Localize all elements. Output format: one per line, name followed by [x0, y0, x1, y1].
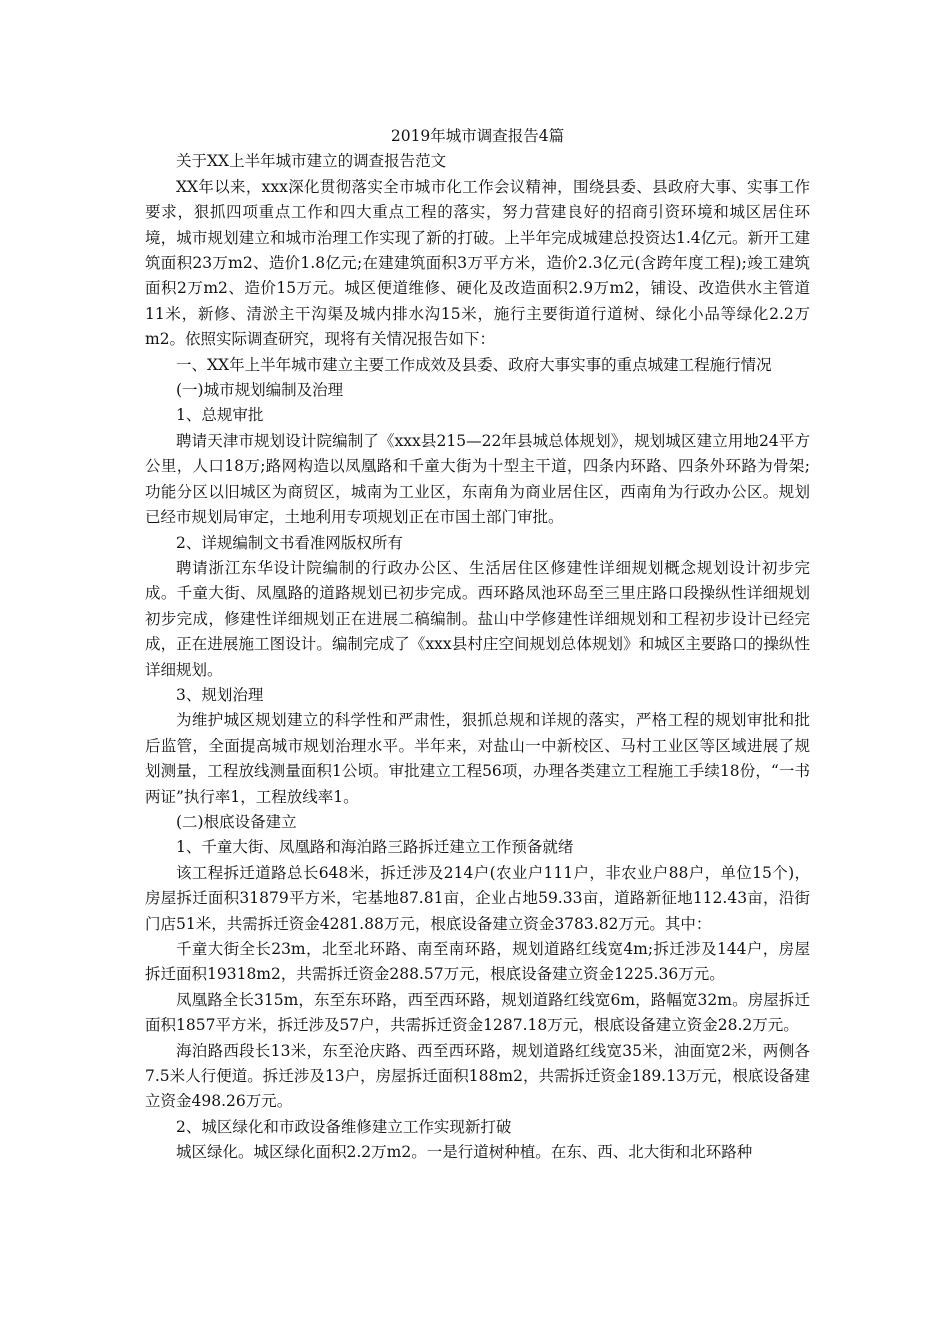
item-heading: 1、千童大街、凤凰路和海泊路三路拆迁建立工作预备就绪: [176, 838, 574, 857]
body-paragraph: XX年以来，xxx深化贯彻落实全市城市化工作会议精神，围绕县委、县政府大事、实事工作要求，狠抓四项重点工作和四大重点工程的落实，努力营建良好的招商引资环境和城区居住环境，城市规划建立和城市治理工作实现了新的打破。上半年完成城建总投资达1.4亿元。新开工建筑面积23万m2、造价1.8亿元;在建建筑面积3万平方米，造价2.3亿元(含跨年度工程);竣工建筑面积2万m2、造价15万元。城区便道维修、硬化及改造面积2.9万m2，铺设、改造供水主管道11米，新修、清淤主干沟渠及城内排水沟15米，施行主要街道行道树、绿化小品等绿化2.2万m2。依照实际调查研究，现将有关情况报告如下：: [145, 177, 810, 349]
body-paragraph: 城区绿化。城区绿化面积2.2万m2。一是行道树种植。在东、西、北大街和北环路种: [176, 1143, 753, 1162]
document-body: [145, 124, 810, 1166]
body-paragraph: 该工程拆迁道路总长648米，拆迁涉及214户(农业户111户，非农业户88户，单位15个)，房屋拆迁面积31879平方米，宅基地87.81亩，企业占地59.33亩，道路新征地112.43亩，沿街门店51米，共需拆迁资金4281.88万元，根底设备建立资金3783.82万元。其中：: [145, 863, 810, 933]
body-paragraph: 凤凰路全长315m，东至东环路，西至西环路，规划道路红线宽6m，路幅宽32m。房屋拆迁面积1857平方米，拆迁涉及57户，共需拆迁资金1287.18万元，根底设备建立资金28.2万元。: [145, 990, 810, 1035]
section-heading: 一、XX年上半年城市建立主要工作成效及县委、政府大事实事的重点城建工程施行情况: [176, 355, 772, 374]
item-heading: 3、规划治理: [176, 685, 264, 704]
item-heading: 1、总规审批: [176, 406, 264, 425]
body-paragraph: 海泊路西段长13米，东至沧庆路、西至西环路，规划道路红线宽35米，油面宽2米，两侧各7.5米人行便道。拆迁涉及13户，房屋拆迁面积188m2，共需拆迁资金189.13万元，根底设备建立资金498.26万元。: [145, 1041, 810, 1111]
subsection-heading: (一)城市规划编制及治理: [176, 381, 344, 400]
body-paragraph: 千童大街全长23m，北至北环路、南至南环路，规划道路红线宽4m;拆迁涉及144户，房屋拆迁面积19318m2，共需拆迁资金288.57万元，根底设备建立资金1225.36万元。: [145, 940, 810, 984]
report-subtitle: 关于XX上半年城市建立的调查报告范文: [176, 152, 447, 171]
body-paragraph: 聘请天津市规划设计院编制了《xxx县215—22年县城总体规划》，规划城区建立用地24平方公里，人口18万;路网构造以凤凰路和千童大街为十型主干道，四条内环路、四条外环路为骨架;功能分区以旧城区为商贸区，城南为工业区，东南角为商业居住区，西南角为行政办公区。规划已经市规划局审定，土地利用专项规划正在市国土部门审批。: [145, 431, 810, 527]
subsection-heading: (二)根底设备建立: [176, 812, 297, 831]
item-heading: 2、城区绿化和市政设备维修建立工作实现新打破: [176, 1117, 512, 1136]
document-title: 2019年城市调查报告4篇: [390, 127, 565, 145]
body-paragraph: 为维护城区规划建立的科学性和严肃性，狠抓总规和详规的落实，严格工程的规划审批和批后监管，全面提高城市规划治理水平。半年来，对盐山一中新校区、马村工业区等区域进展了规划测量，工程放线测量面积1公顷。审批建立工程56项，办理各类建立工程施工手续18份，“一书两证”执行率1，工程放线率1。: [145, 711, 810, 806]
item-heading: 2、详规编制文书看准网版权所有: [176, 533, 403, 552]
body-paragraph: 聘请浙江东华设计院编制的行政办公区、生活居住区修建性详细规划概念规划设计初步完成。千童大街、凤凰路的道路规划已初步完成。西环路凤池环岛至三里庄路口段操纵性详细规划初步完成，修建性详细规划正在进展二稿编制。盐山中学修建性详细规划和工程初步设计已经完成，正在进展施工图设计。编制完成了《xxx县村庄空间规划总体规划》和城区主要路口的操纵性详细规划。: [145, 558, 810, 679]
